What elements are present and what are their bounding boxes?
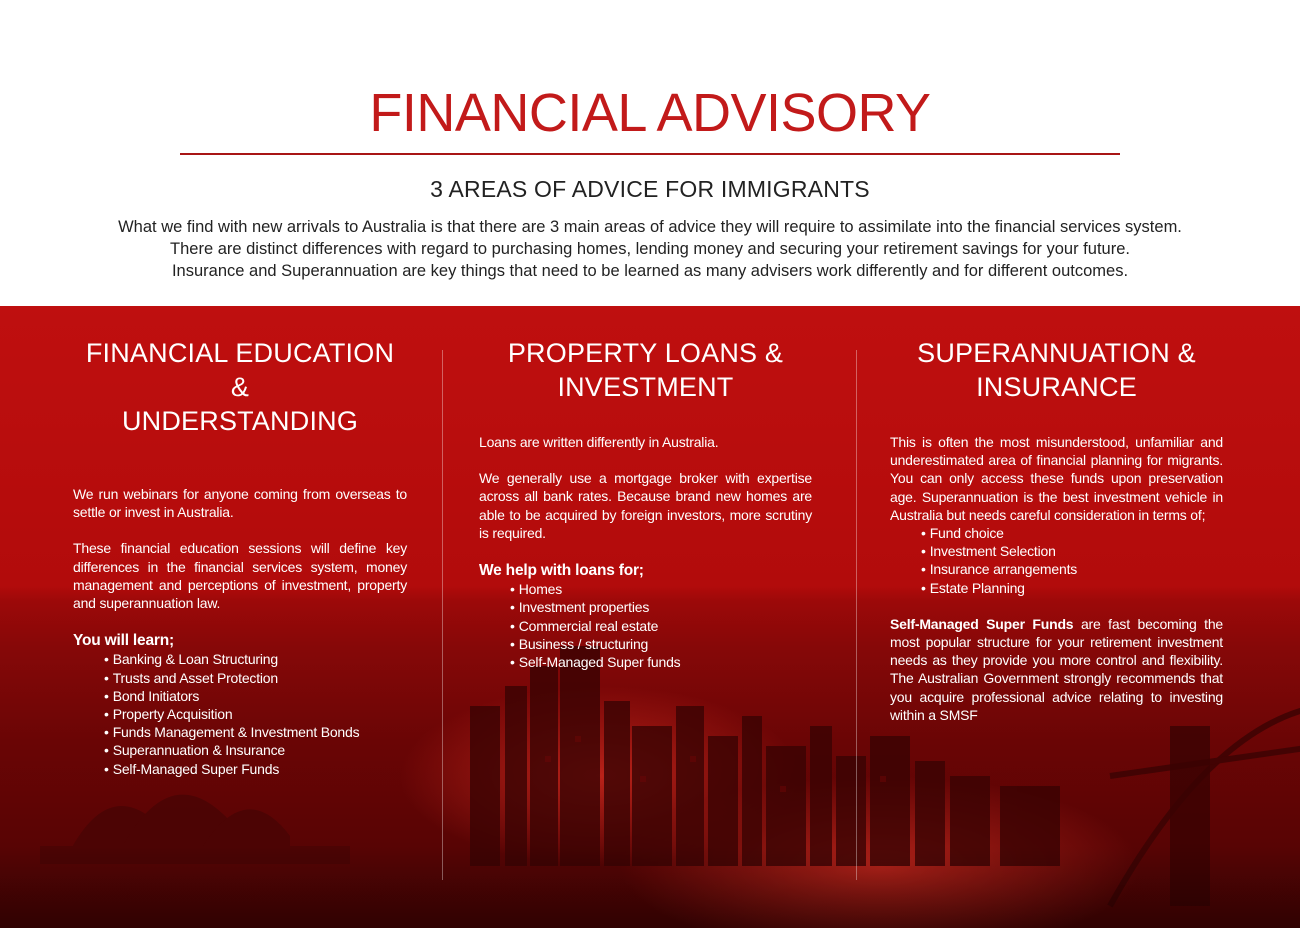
list-item: • Estate Planning bbox=[921, 579, 1223, 597]
list-title: You will learn; bbox=[73, 632, 174, 650]
title-divider bbox=[180, 153, 1120, 155]
column-paragraph: This is often the most misunderstood, unfamiliar and underestimated area of financial planning for migrants. You can only access these funds upon preservation age. Superannuation is the best investment vehicle in Australia but needs careful consideration in terms of; bbox=[890, 434, 1223, 523]
list-item: • Trusts and Asset Protection bbox=[104, 669, 407, 687]
column-financial-education bbox=[73, 336, 407, 778]
list-item: • Superannuation & Insurance bbox=[104, 741, 407, 759]
list-item: • Self-Managed Super Funds bbox=[104, 760, 407, 778]
column-paragraph: These financial education sessions will define key differences in the financial services system, money management and perceptions of investment, property and superannuation law. bbox=[73, 540, 407, 612]
column-property-loans bbox=[479, 336, 812, 671]
advice-panel bbox=[0, 306, 1300, 928]
list-item: • Fund choice bbox=[921, 524, 1223, 542]
list-item: • Insurance arrangements bbox=[921, 560, 1223, 578]
list-item: • Homes bbox=[510, 580, 812, 598]
page-subtitle: 3 AREAS OF ADVICE FOR IMMIGRANTS bbox=[430, 176, 870, 202]
column-title: SUPERANNUATION & INSURANCE bbox=[917, 338, 1196, 402]
list-item: • Investment properties bbox=[510, 598, 812, 616]
intro-line: Insurance and Superannuation are key things that need to be learned as many advisers work differently and for different outcomes. bbox=[171, 262, 1129, 280]
list-item: • Banking & Loan Structuring bbox=[104, 650, 407, 668]
intro-line: There are distinct differences with regard to purchasing homes, lending money and securing your retirement savings for your future. bbox=[170, 240, 1130, 258]
super-list bbox=[890, 524, 1223, 597]
intro-text bbox=[60, 216, 1240, 282]
column-title: FINANCIAL EDUCATION & UNDERSTANDING bbox=[85, 338, 395, 436]
learn-list bbox=[73, 650, 407, 777]
loans-list bbox=[479, 580, 812, 671]
list-item: • Business / structuring bbox=[510, 635, 812, 653]
header-section bbox=[0, 0, 1300, 306]
list-title: We help with loans for; bbox=[479, 562, 644, 580]
column-divider bbox=[856, 350, 857, 880]
list-item: • Investment Selection bbox=[921, 542, 1223, 560]
list-item: • Bond Initiators bbox=[104, 687, 407, 705]
column-superannuation bbox=[890, 336, 1223, 724]
column-title: PROPERTY LOANS & INVESTMENT bbox=[507, 338, 784, 402]
intro-line: What we find with new arrivals to Australia is that there are 3 main areas of advice they will require to assimilate into the financial services system. bbox=[118, 218, 1182, 236]
smsf-paragraph: Self-Managed Super Funds are fast becoming the most popular structure for your retirement investment needs as they provide you more control and flexibility. The Australian Government strongly recommends that you acquire professional advice relating to investing within a SMSF bbox=[890, 615, 1223, 723]
column-divider bbox=[442, 350, 443, 880]
list-item: • Funds Management & Investment Bonds bbox=[104, 723, 407, 741]
list-item: • Property Acquisition bbox=[104, 705, 407, 723]
column-paragraph: We run webinars for anyone coming from overseas to settle or invest in Australia. bbox=[73, 486, 407, 521]
page-title: FINANCIAL ADVISORY bbox=[369, 83, 931, 143]
list-item: • Commercial real estate bbox=[510, 617, 812, 635]
smsf-bold: Self-Managed Super Funds bbox=[890, 615, 1074, 632]
column-paragraph: We generally use a mortgage broker with expertise across all bank rates. Because brand new homes are able to be acquired by foreign investors, more scrutiny is required. bbox=[479, 470, 812, 541]
column-paragraph: Loans are written differently in Australia. bbox=[479, 434, 719, 450]
list-item: • Self-Managed Super funds bbox=[510, 653, 812, 671]
